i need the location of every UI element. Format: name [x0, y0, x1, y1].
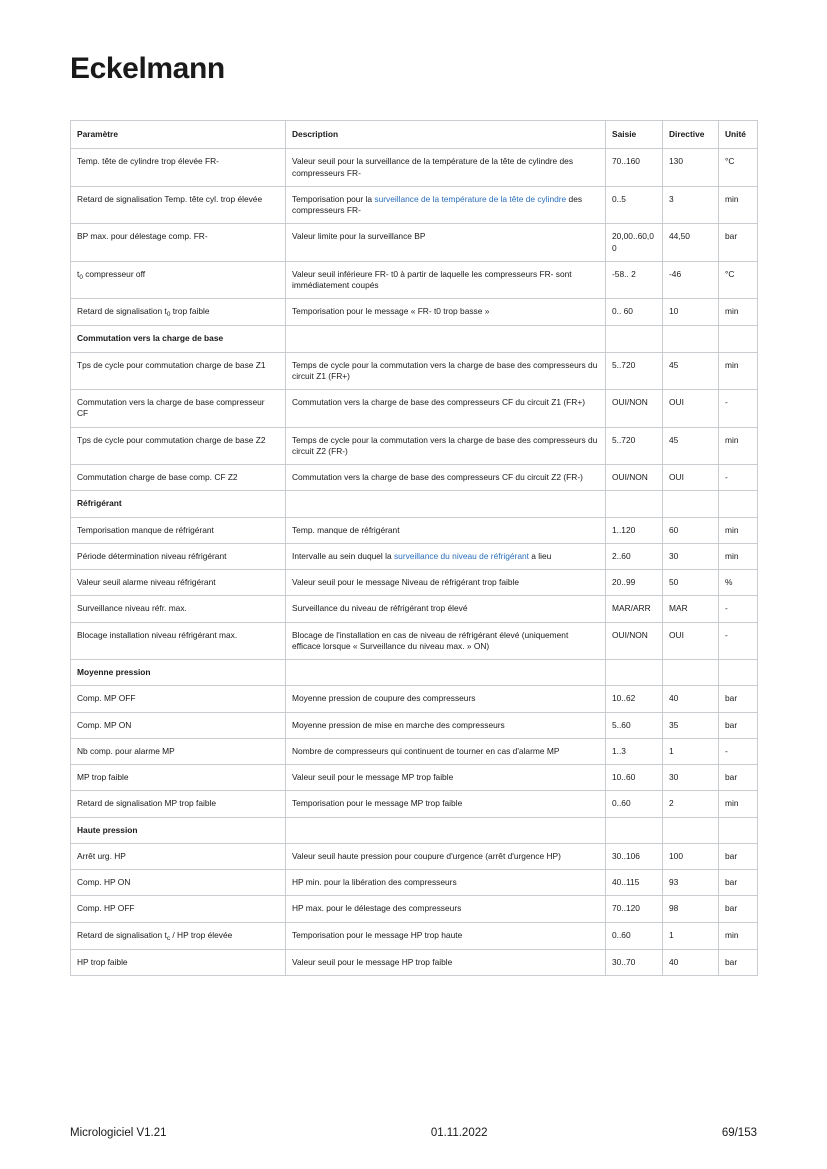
cell-saisie: OUI/NON: [606, 622, 663, 660]
cell-directive: [663, 660, 719, 686]
cell-description: Valeur seuil inférieure FR- t0 à partir de laquelle les compresseurs FR- sont immédiatement coupés: [286, 261, 606, 299]
cell-description: Temporisation pour le message « FR- t0 trop basse »: [286, 299, 606, 326]
cell-parametre: Arrêt urg. HP: [71, 843, 286, 869]
cell-parametre: Comp. HP OFF: [71, 896, 286, 922]
table-section-row: [71, 817, 758, 843]
table-row: [71, 686, 758, 712]
cell-unite: min: [719, 427, 758, 465]
table-row: [71, 596, 758, 622]
table-row: [71, 622, 758, 660]
table-header: [71, 121, 758, 149]
cell-description: [286, 817, 606, 843]
cell-parametre: Surveillance niveau réfr. max.: [71, 596, 286, 622]
cell-directive: OUI: [663, 390, 719, 428]
cell-description: Temps de cycle pour la commutation vers la charge de base des compresseurs du circuit Z2 (FR-): [286, 427, 606, 465]
cell-unite: bar: [719, 686, 758, 712]
cell-parametre: Comp. MP OFF: [71, 686, 286, 712]
cell-directive: 35: [663, 712, 719, 738]
cell-description: Valeur seuil pour le message Niveau de réfrigérant trop faible: [286, 570, 606, 596]
table-row: [71, 922, 758, 949]
section-title: Commutation vers la charge de base: [71, 326, 286, 352]
table-row: [71, 352, 758, 390]
cell-parametre: MP trop faible: [71, 765, 286, 791]
cell-saisie: MAR/ARR: [606, 596, 663, 622]
cell-directive: 45: [663, 352, 719, 390]
cell-parametre: Période détermination niveau réfrigérant: [71, 543, 286, 569]
cell-description: Temporisation pour la surveillance de la température de la tête de cylindre des compresseurs FR-: [286, 186, 606, 224]
company-logo: Eckelmann: [70, 52, 225, 85]
table-row: [71, 712, 758, 738]
cell-saisie: -58.. 2: [606, 261, 663, 299]
table-row: [71, 765, 758, 791]
cell-parametre: Temporisation manque de réfrigérant: [71, 517, 286, 543]
cell-description: Valeur limite pour la surveillance BP: [286, 224, 606, 262]
table-row: [71, 299, 758, 326]
cell-unite: min: [719, 791, 758, 817]
cell-unite: [719, 326, 758, 352]
cell-saisie: OUI/NON: [606, 390, 663, 428]
table-header-row: [71, 121, 758, 149]
cell-unite: min: [719, 186, 758, 224]
table-row: [71, 870, 758, 896]
cell-description: [286, 660, 606, 686]
cell-unite: [719, 817, 758, 843]
table-section-row: [71, 491, 758, 517]
cell-saisie: 70..120: [606, 896, 663, 922]
cell-description: Nombre de compresseurs qui continuent de tourner en cas d'alarme MP: [286, 738, 606, 764]
cell-parametre: Commutation vers la charge de base compresseur CF: [71, 390, 286, 428]
cell-parametre: Tps de cycle pour commutation charge de base Z1: [71, 352, 286, 390]
cell-unite: min: [719, 543, 758, 569]
column-header-unite: Unité: [719, 121, 758, 149]
cell-description: Surveillance du niveau de réfrigérant trop élevé: [286, 596, 606, 622]
table-row: [71, 791, 758, 817]
cell-unite: -: [719, 465, 758, 491]
cell-unite: -: [719, 622, 758, 660]
cell-directive: 98: [663, 896, 719, 922]
cell-saisie: 2..60: [606, 543, 663, 569]
cell-unite: °C: [719, 261, 758, 299]
cell-unite: -: [719, 596, 758, 622]
cell-directive: 93: [663, 870, 719, 896]
cell-directive: MAR: [663, 596, 719, 622]
cell-directive: OUI: [663, 622, 719, 660]
cell-parametre: Retard de signalisation $t_c$ / HP trop élevée: [71, 922, 286, 949]
cell-saisie: 40..115: [606, 870, 663, 896]
cell-description: [286, 491, 606, 517]
cell-parametre: Blocage installation niveau réfrigérant max.: [71, 622, 286, 660]
cell-directive: 44,50: [663, 224, 719, 262]
cell-description: Valeur seuil pour la surveillance de la température de la tête de cylindre des compresseurs FR-: [286, 149, 606, 187]
cell-directive: -46: [663, 261, 719, 299]
cell-saisie: [606, 660, 663, 686]
cell-description: HP max. pour le délestage des compresseurs: [286, 896, 606, 922]
table-row: [71, 543, 758, 569]
cell-saisie: 20..99: [606, 570, 663, 596]
cell-saisie: 10..60: [606, 765, 663, 791]
cell-unite: [719, 491, 758, 517]
table-section-row: [71, 660, 758, 686]
cell-directive: 45: [663, 427, 719, 465]
cell-unite: [719, 660, 758, 686]
footer-page-number: 69/153: [721, 1127, 757, 1139]
cell-parametre: Retard de signalisation MP trop faible: [71, 791, 286, 817]
cell-unite: bar: [719, 870, 758, 896]
column-header-saisie: Saisie: [606, 121, 663, 149]
cell-unite: bar: [719, 843, 758, 869]
cell-saisie: 20,00..60,00: [606, 224, 663, 262]
cell-saisie: [606, 491, 663, 517]
cell-saisie: 0..5: [606, 186, 663, 224]
table-row: [71, 465, 758, 491]
table-row: [71, 224, 758, 262]
cell-unite: %: [719, 570, 758, 596]
cell-saisie: 5..60: [606, 712, 663, 738]
cell-directive: OUI: [663, 465, 719, 491]
cell-directive: 50: [663, 570, 719, 596]
cell-saisie: 1..120: [606, 517, 663, 543]
cell-parametre: Tps de cycle pour commutation charge de base Z2: [71, 427, 286, 465]
cell-directive: 1: [663, 738, 719, 764]
cell-unite: bar: [719, 224, 758, 262]
subscript-text: 0: [79, 273, 83, 281]
cell-saisie: 5..720: [606, 427, 663, 465]
cell-parametre: Temp. tête de cylindre trop élevée FR-: [71, 149, 286, 187]
cell-saisie: OUI/NON: [606, 465, 663, 491]
cell-saisie: 0..60: [606, 922, 663, 949]
table-row: [71, 390, 758, 428]
table-row: [71, 427, 758, 465]
section-title: Moyenne pression: [71, 660, 286, 686]
footer-firmware: Micrologiciel V1.21: [70, 1127, 167, 1139]
cell-description: Temporisation pour le message HP trop haute: [286, 922, 606, 949]
cell-description: [286, 326, 606, 352]
cell-directive: [663, 326, 719, 352]
cell-unite: °C: [719, 149, 758, 187]
cell-unite: -: [719, 390, 758, 428]
cell-parametre: Commutation charge de base comp. CF Z2: [71, 465, 286, 491]
cell-saisie: 30..106: [606, 843, 663, 869]
cell-directive: 30: [663, 765, 719, 791]
table-row: [71, 843, 758, 869]
cell-saisie: 10..62: [606, 686, 663, 712]
cell-description: Valeur seuil pour le message MP trop faible: [286, 765, 606, 791]
cell-unite: bar: [719, 949, 758, 975]
cell-unite: -: [719, 738, 758, 764]
cell-description: Commutation vers la charge de base des compresseurs CF du circuit Z1 (FR+): [286, 390, 606, 428]
table-row: [71, 896, 758, 922]
cell-description: Moyenne pression de mise en marche des compresseurs: [286, 712, 606, 738]
cell-parametre: Comp. HP ON: [71, 870, 286, 896]
cell-parametre: HP trop faible: [71, 949, 286, 975]
cell-directive: 40: [663, 686, 719, 712]
cell-description: Moyenne pression de coupure des compresseurs: [286, 686, 606, 712]
footer-date: 01.11.2022: [430, 1127, 488, 1139]
cell-parametre: Nb comp. pour alarme MP: [71, 738, 286, 764]
table-row: [71, 186, 758, 224]
cell-saisie: 5..720: [606, 352, 663, 390]
cell-unite: bar: [719, 712, 758, 738]
cell-parametre: BP max. pour délestage comp. FR-: [71, 224, 286, 262]
cell-directive: 40: [663, 949, 719, 975]
cell-directive: 30: [663, 543, 719, 569]
table-row: [71, 261, 758, 299]
cell-saisie: 0.. 60: [606, 299, 663, 326]
cell-directive: 1: [663, 922, 719, 949]
parameters-table: [70, 120, 758, 976]
cell-unite: min: [719, 352, 758, 390]
cell-directive: 10: [663, 299, 719, 326]
table-body: [71, 149, 758, 976]
cell-saisie: 30..70: [606, 949, 663, 975]
cross-reference-link[interactable]: surveillance de la température de la tête de cylindre: [374, 193, 567, 204]
cell-unite: min: [719, 517, 758, 543]
cell-saisie: [606, 817, 663, 843]
cell-directive: [663, 817, 719, 843]
table-section-row: [71, 326, 758, 352]
cell-parametre: Comp. MP ON: [71, 712, 286, 738]
section-title: Réfrigérant: [71, 491, 286, 517]
cell-unite: min: [719, 299, 758, 326]
cell-unite: bar: [719, 896, 758, 922]
cell-saisie: [606, 326, 663, 352]
cell-description: Temp. manque de réfrigérant: [286, 517, 606, 543]
table-row: [71, 570, 758, 596]
cell-directive: 100: [663, 843, 719, 869]
cell-unite: min: [719, 922, 758, 949]
cell-description: Commutation vers la charge de base des compresseurs CF du circuit Z2 (FR-): [286, 465, 606, 491]
cell-parametre: Retard de signalisation Temp. tête cyl. trop élevée: [71, 186, 286, 224]
subscript-text: 0: [166, 311, 171, 319]
cell-description: Temporisation pour le message MP trop faible: [286, 791, 606, 817]
table-row: [71, 949, 758, 975]
cell-directive: 2: [663, 791, 719, 817]
cell-description: Intervalle au sein duquel la surveillance du niveau de réfrigérant a lieu: [286, 543, 606, 569]
cell-directive: [663, 491, 719, 517]
cell-description: Valeur seuil haute pression pour coupure d'urgence (arrêt d'urgence HP): [286, 843, 606, 869]
cell-description: Temps de cycle pour la commutation vers la charge de base des compresseurs du circuit Z1 (FR+): [286, 352, 606, 390]
table-row: [71, 517, 758, 543]
cell-unite: bar: [719, 765, 758, 791]
cell-directive: 60: [663, 517, 719, 543]
table-row: [71, 149, 758, 187]
cell-directive: 130: [663, 149, 719, 187]
cell-parametre: Retard de signalisation $t_0$ trop faible: [71, 299, 286, 326]
column-header-description: Description: [286, 121, 606, 149]
cell-description: Valeur seuil pour le message HP trop faible: [286, 949, 606, 975]
cell-saisie: 1..3: [606, 738, 663, 764]
cell-description: Blocage de l'installation en cas de niveau de réfrigérant élevé (uniquement efficace lorsque « Surveillance du niveau max. » ON): [286, 622, 606, 660]
section-title: Haute pression: [71, 817, 286, 843]
cell-directive: 3: [663, 186, 719, 224]
cell-parametre: Valeur seuil alarme niveau réfrigérant: [71, 570, 286, 596]
column-header-parametre: Paramètre: [71, 121, 286, 149]
cell-saisie: 0..60: [606, 791, 663, 817]
cell-description: HP min. pour la libération des compresseurs: [286, 870, 606, 896]
column-header-directive: Directive: [663, 121, 719, 149]
subscript-text: c: [166, 934, 171, 942]
table-row: [71, 738, 758, 764]
page-footer: [70, 1127, 757, 1139]
cross-reference-link[interactable]: surveillance du niveau de réfrigérant: [393, 550, 529, 561]
cell-parametre: $t_0$ compresseur off: [71, 261, 286, 299]
cell-saisie: 70..160: [606, 149, 663, 187]
